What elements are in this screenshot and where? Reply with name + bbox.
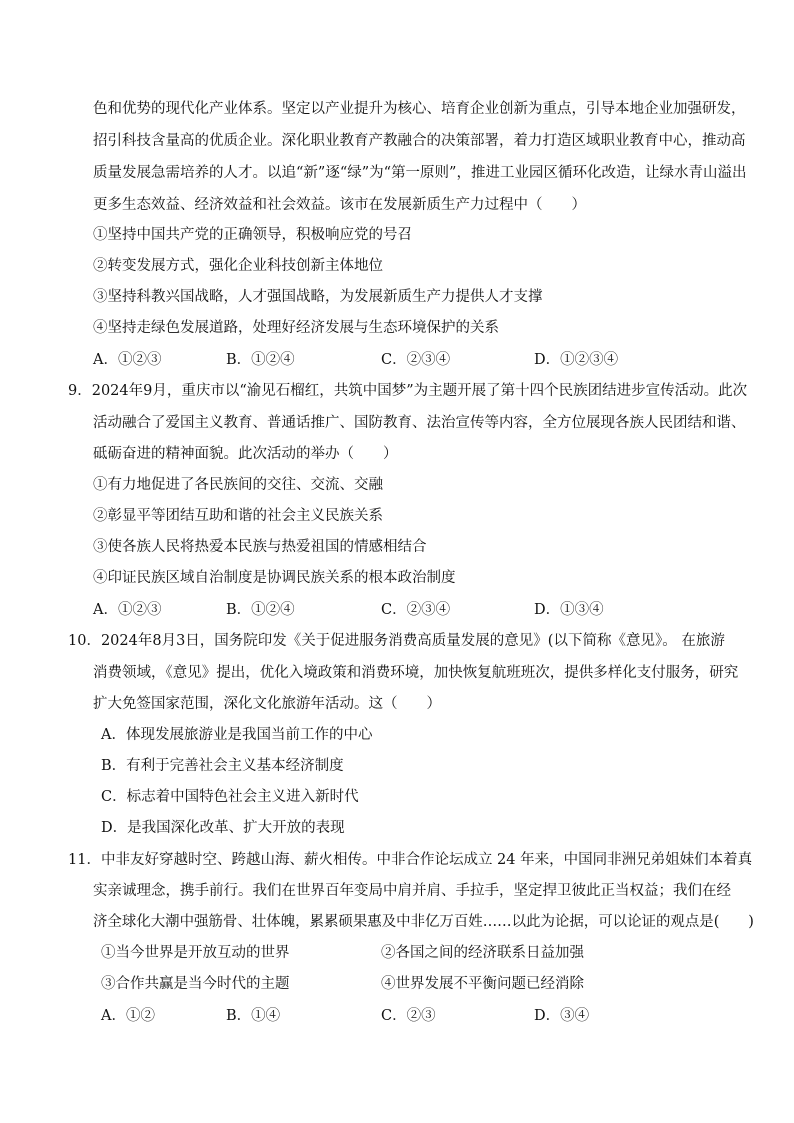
q8-stem-line-4: 更多生态效益、经济效益和社会效益。该市在发展新质生产力过程中（ ）	[93, 197, 586, 213]
q10-option-b[interactable]: B．有利于完善社会主义基本经济制度	[101, 758, 344, 774]
q9-stem-line-3: 砥砺奋进的精神面貌。此次活动的举办（ ）	[93, 446, 398, 462]
q11-item-2: ②各国之间的经济联系日益加强	[381, 945, 584, 961]
q11-stem-line-3: 济全球化大潮中强筋骨、壮体魄，累累硕果惠及中非亿万百姓……以此为论据，可以论证的观点是( )	[93, 914, 754, 930]
q9-choice-b[interactable]: B．①②④	[226, 602, 295, 618]
q8-stem-line-3: 质量发展急需培养的人才。以追“新”逐“绿”为“第一原则”，推进工业园区循环化改造，让绿水青山溢出	[93, 165, 747, 181]
q11-choice-d[interactable]: D．③④	[534, 1008, 590, 1024]
q8-choice-c[interactable]: C．②③④	[381, 352, 451, 368]
q9-stem-line-2: 活动融合了爱国主义教育、普通话推广、国防教育、法治宣传等内容，全方位展现各族人民团结和谐、	[93, 415, 746, 431]
q11-item-1: ①当今世界是开放互动的世界	[101, 945, 290, 961]
q11-choice-a[interactable]: A．①②	[101, 1008, 155, 1024]
q11-stem-line-1: 11．中非友好穿越时空、跨越山海、薪火相传。中非合作论坛成立 24 年来，中国同非洲兄弟姐妹们本着真	[68, 852, 753, 868]
q11-choice-b[interactable]: B．①④	[226, 1008, 281, 1024]
q9-item-2: ②彰显平等团结互助和谐的社会主义民族关系	[93, 508, 383, 524]
q9-item-4: ④印证民族区域自治制度是协调民族关系的根本政治制度	[93, 570, 456, 586]
q8-stem-line-2: 招引科技含量高的优质企业。深化职业教育产教融合的决策部署，着力打造区域职业教育中心，推动高	[93, 133, 746, 149]
q8-choice-d[interactable]: D．①②③④	[534, 352, 619, 368]
q9-item-1: ①有力地促进了各民族间的交往、交流、交融	[93, 477, 383, 493]
q9-stem-line-1: 9．2024年9月，重庆市以“渝见石榴红，共筑中国梦”为主题开展了第十四个民族团结进步宣传活动。此次	[68, 383, 748, 399]
q9-choice-a[interactable]: A．①②③	[93, 602, 162, 618]
q9-choice-c[interactable]: C．②③④	[381, 602, 451, 618]
q11-stem-line-2: 实亲诚理念，携手前行。我们在世界百年变局中肩并肩、手拉手，坚定捍卫彼此正当权益；我们在经	[93, 883, 731, 899]
q8-item-4: ④坚持走绿色发展道路，处理好经济发展与生态环境保护的关系	[93, 320, 499, 336]
q11-item-3: ③合作共赢是当今时代的主题	[101, 976, 290, 992]
q8-choice-a[interactable]: A．①②③	[93, 352, 162, 368]
q10-option-d[interactable]: D．是我国深化改革、扩大开放的表现	[101, 820, 345, 836]
q8-stem-line-1: 色和优势的现代化产业体系。坚定以产业提升为核心、培育企业创新为重点，引导本地企业加强研发，	[93, 101, 746, 117]
q9-choice-d[interactable]: D．①③④	[534, 602, 604, 618]
q11-item-4: ④世界发展不平衡问题已经消除	[381, 976, 584, 992]
q8-item-3: ③坚持科教兴国战略，人才强国战略，为发展新质生产力提供人才支撑	[93, 289, 543, 305]
q8-item-1: ①坚持中国共产党的正确领导，积极响应党的号召	[93, 227, 412, 243]
q10-stem-line-1: 10．2024年8月3日，国务院印发《关于促进服务消费高质量发展的意见》(以下简称《意见》。 在旅游	[68, 633, 725, 649]
q8-choice-b[interactable]: B．①②④	[226, 352, 295, 368]
q10-option-c[interactable]: C．标志着中国特色社会主义进入新时代	[101, 789, 359, 805]
q11-choice-c[interactable]: C．②③	[381, 1008, 436, 1024]
q9-item-3: ③使各族人民将热爱本民族与热爱祖国的情感相结合	[93, 539, 427, 555]
q10-stem-line-2: 消费领域，《意见》提出，优化入境政策和消费环境，加快恢复航班班次，提供多样化支付服务，研究	[93, 665, 739, 681]
q10-option-a[interactable]: A．体现发展旅游业是我国当前工作的中心	[101, 727, 373, 743]
q10-stem-line-3: 扩大免签国家范围，深化文化旅游年活动。这（ ）	[93, 696, 441, 712]
q8-item-2: ②转变发展方式，强化企业科技创新主体地位	[93, 258, 383, 274]
